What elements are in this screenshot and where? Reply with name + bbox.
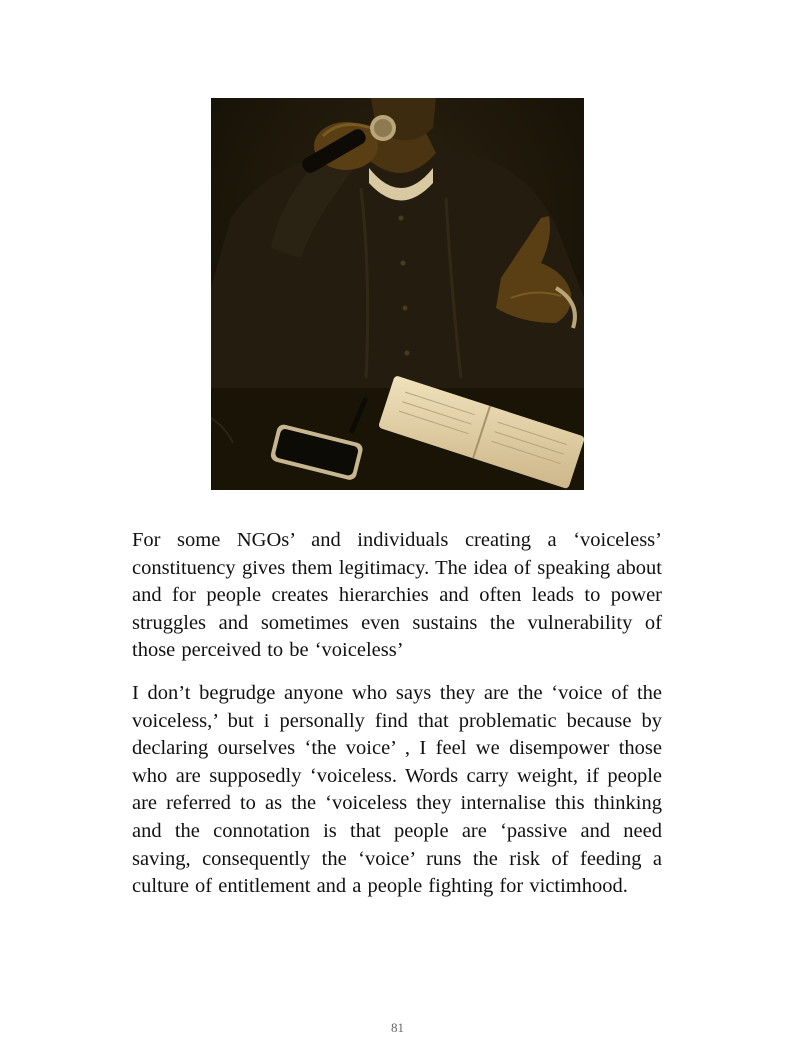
page-number: 81	[391, 1020, 404, 1035]
speaker-photo-illustration	[211, 98, 584, 490]
body-paragraph-1: For some NGOs’ and individuals creating a ‘voiceless’ constituency gives them legitimacy. The idea of speaking about and for people creates hierarchies and often leads to power struggles and sometimes even sustains the vulnerability of those perceived to be ‘voiceless’	[132, 529, 662, 662]
speaker-photo	[211, 98, 584, 490]
body-paragraph-2: I don’t begrudge anyone who says they are the ‘voice of the voiceless,’ but i personally find that problematic because by declaring ourselves ‘the voice’ , I feel we disempower those who are supposedly ‘voiceless. Words carry weight, if people are referred to as the ‘voiceless they internalise this thinking and the connotation is that people are ‘passive and need saving, consequently the ‘voice’ runs the risk of feeding a culture of entitlement and a people fighting for victimhood.	[132, 682, 662, 898]
